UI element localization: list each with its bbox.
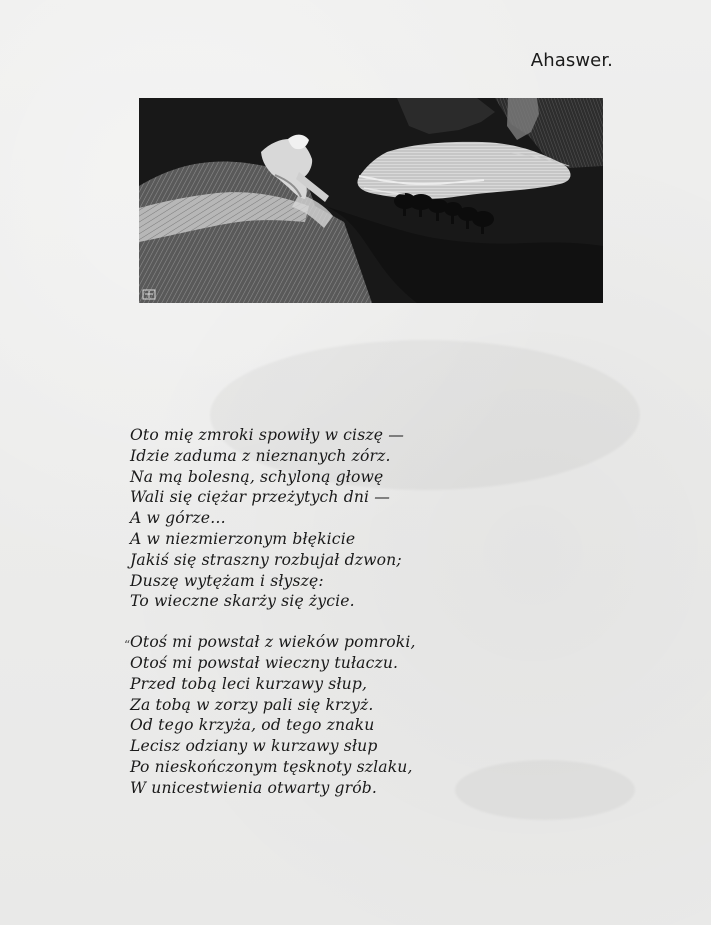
- poem-line: Wali się ciężar przeżytych dni —: [130, 488, 391, 507]
- poem-line: A w górze…: [130, 509, 226, 528]
- poem-line: Od tego krzyża, od tego znaku: [130, 716, 375, 735]
- mountain-lake-illustration: [139, 98, 603, 303]
- small-printer-mark: “: [124, 638, 131, 652]
- poem-line: Idzie zaduma z nieznanych zórz.: [130, 446, 391, 465]
- poem-line: Lecisz odziany w kurzawy słup: [130, 737, 378, 756]
- running-head-title: Ahaswer.: [530, 50, 613, 71]
- poem-line: Jakiś się straszny rozbujał dzwon;: [130, 550, 402, 569]
- poem-stanza-1: [130, 425, 450, 612]
- poem-line: Po nieskończonym tęsknoty szlaku,: [130, 757, 413, 776]
- landscape-engraving: [139, 98, 603, 303]
- poem-line: Na mą bolesną, schyloną głowę: [130, 467, 384, 486]
- poem-line: Przed tobą leci kurzawy słup,: [130, 674, 368, 693]
- poem-stanza-2: [130, 632, 450, 798]
- poem-line: Otoś mi powstał wieczny tułaczu.: [130, 653, 399, 672]
- poem-line: W unicestwienia otwarty grób.: [130, 778, 378, 797]
- poem-line: A w niezmierzonym błękicie: [130, 529, 356, 548]
- poem-line: Za tobą w zorzy pali się krzyż.: [130, 695, 374, 714]
- poem-text: [130, 425, 450, 799]
- poem-line: Oto mię zmroki spowiły w ciszę —: [130, 426, 404, 444]
- paper-stain: [455, 760, 635, 820]
- poem-line: Duszę wytężam i słyszę:: [130, 571, 324, 590]
- poem-line: To wieczne skarży się życie.: [130, 592, 355, 611]
- poem-line: Otoś mi powstał z wieków pomroki,: [130, 633, 416, 652]
